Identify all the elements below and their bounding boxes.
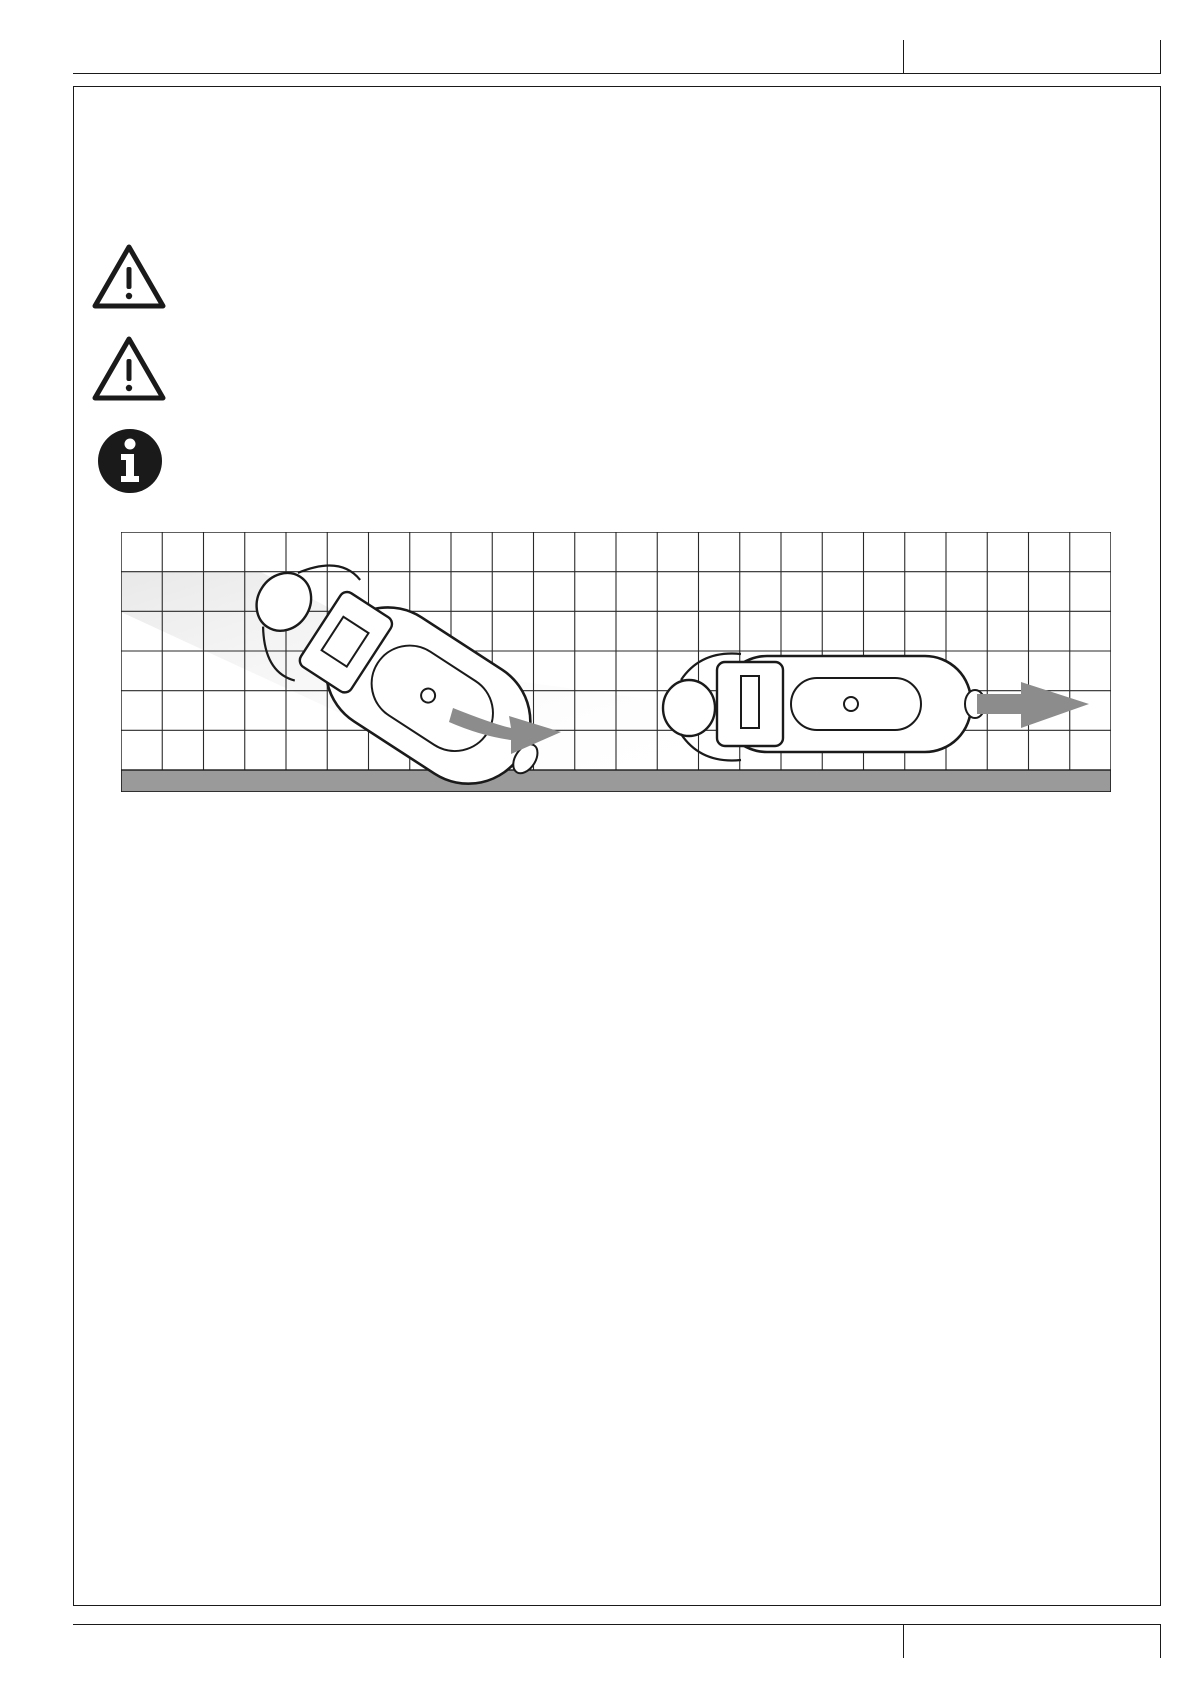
header-tab-right <box>1160 40 1161 74</box>
info-circle-icon <box>97 428 163 494</box>
warning-triangle-icon <box>92 335 166 402</box>
page-frame <box>73 86 1161 1606</box>
footer-rule <box>73 1624 1161 1625</box>
warning-triangle-icon <box>92 243 166 310</box>
footer-tab-left <box>903 1624 904 1658</box>
floor-edge-band <box>121 770 1111 792</box>
header-rule <box>73 73 1161 74</box>
floor-scrubber-overlap-path-figure <box>121 532 1111 792</box>
header-tab-left <box>903 40 904 74</box>
footer-tab-right <box>1160 1624 1161 1658</box>
